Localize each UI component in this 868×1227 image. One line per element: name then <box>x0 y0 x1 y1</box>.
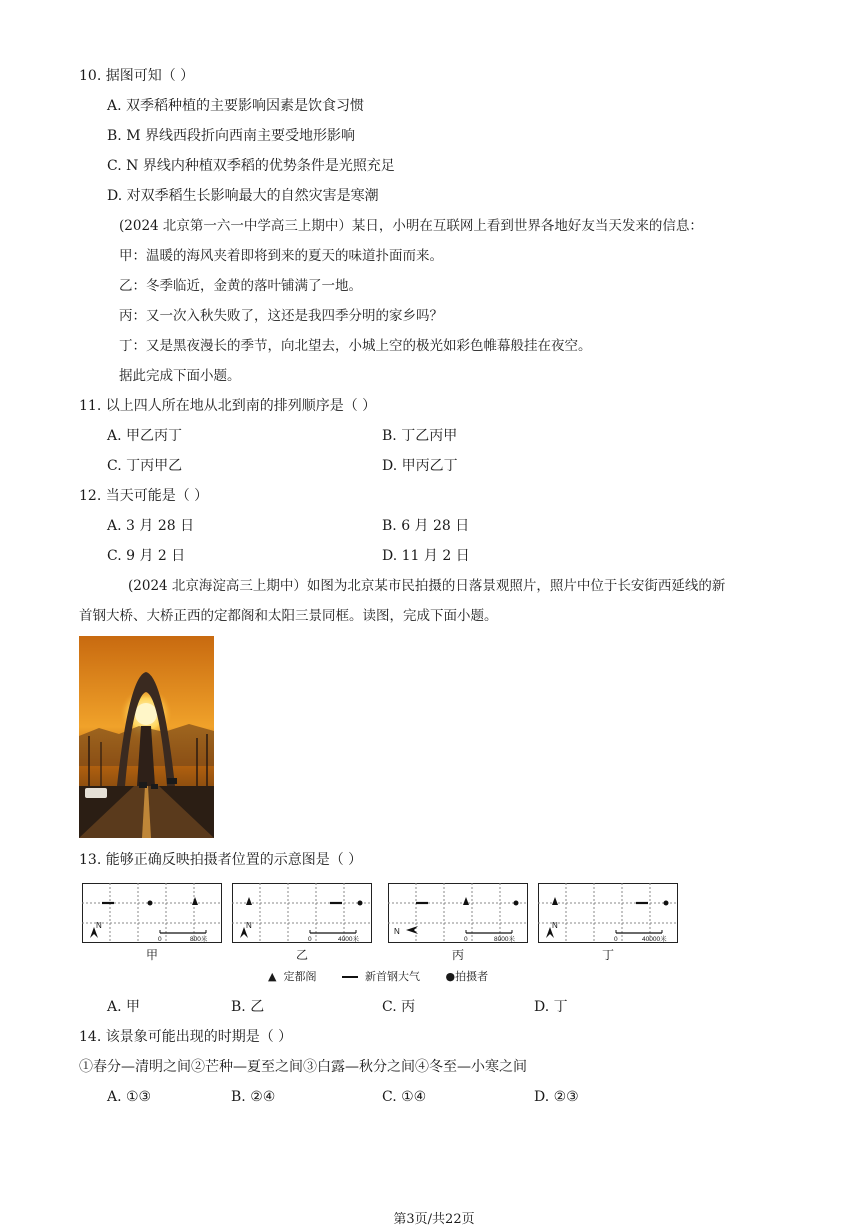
q11-option-a: A. 甲乙丙丁 <box>107 428 183 444</box>
diagram-ding-label: 丁 <box>601 948 614 962</box>
passage2-line1: (2024 北京海淀高三上期中）如图为北京某市民拍摄的日落景观照片，照片中位于长安街西延线的新 <box>128 578 726 594</box>
diagram-ding <box>538 883 678 943</box>
legend-bridge <box>342 970 420 983</box>
q10-option-c: C. N 界线内种植双季稻的优势条件是光照充足 <box>107 158 395 174</box>
q14-stem: 14. 该景象可能出现的时期是（ ） <box>79 1029 293 1045</box>
sunset-bridge-photo <box>79 636 214 838</box>
legend-tower <box>268 970 316 983</box>
diagram-bing-label: 丙 <box>451 948 464 962</box>
q11-stem: 11. 以上四人所在地从北到南的排列顺序是（ ） <box>79 398 377 414</box>
diagram-bing-scale: 8000米 <box>494 936 515 943</box>
legend-photographer <box>445 970 488 983</box>
diagram-yi-scale-zero: 0 <box>308 936 312 943</box>
diagram-jia <box>82 883 222 943</box>
q11-option-d: D. 甲丙乙丁 <box>382 458 458 474</box>
q12-stem: 12. 当天可能是（ ） <box>79 488 209 504</box>
q12-option-b: B. 6 月 28 日 <box>382 518 470 534</box>
q10-option-d: D. 对双季稻生长影响最大的自然灾害是寒潮 <box>107 188 379 204</box>
passage1-instruction: 据此完成下面小题。 <box>119 368 241 384</box>
q14-option-b: B. ②④ <box>231 1089 276 1105</box>
passage2-line2: 首钢大桥、大桥正西的定都阁和太阳三景同框。读图，完成下面小题。 <box>79 608 498 624</box>
q12-option-d: D. 11 月 2 日 <box>382 548 470 564</box>
diagram-ding-scale-zero: 0 <box>614 936 618 943</box>
diagram-ding-scale: 40000米 <box>642 936 667 943</box>
q10-stem: 10. 据图可知（ ） <box>79 68 195 84</box>
diagram-bing <box>388 883 528 943</box>
passage1-line-bing: 丙：又一次入秋失败了，这还是我四季分明的家乡吗？ <box>119 308 443 324</box>
q13-option-a: A. 甲 <box>107 999 141 1015</box>
diagram-legend <box>268 968 510 984</box>
q13-option-b: B. 乙 <box>231 999 265 1015</box>
diagram-bing-scale-zero: 0 <box>464 936 468 943</box>
q14-option-c: C. ①④ <box>382 1089 427 1105</box>
diagram-yi <box>232 883 372 943</box>
passage1-line-yi: 乙：冬季临近，金黄的落叶铺满了一地。 <box>119 278 362 294</box>
page-footer: 第3页/共22页 <box>393 1212 475 1227</box>
diagram-yi-north: N <box>246 921 252 930</box>
legend-tower-label: 定都阁 <box>283 970 317 983</box>
passage1-line-jia: 甲：温暖的海风夹着即将到来的夏天的味道扑面而来。 <box>119 248 443 264</box>
q10-option-b: B. M 界线西段折向西南主要受地形影响 <box>107 128 355 144</box>
diagram-jia-scale: 800米 <box>190 936 208 943</box>
diagram-jia-north: N <box>96 921 102 930</box>
q13-stem: 13. 能够正确反映拍摄者位置的示意图是（ ） <box>79 852 363 868</box>
diagram-jia-label: 甲 <box>145 948 158 962</box>
q10-option-a: A. 双季稻种植的主要影响因素是饮食习惯 <box>107 98 365 114</box>
diagram-yi-label: 乙 <box>295 948 308 962</box>
legend-photographer-label: 拍摄者 <box>455 970 489 983</box>
q12-option-c: C. 9 月 2 日 <box>107 548 186 564</box>
q11-option-b: B. 丁乙丙甲 <box>382 428 458 444</box>
passage1-line-ding: 丁：又是黑夜漫长的季节，向北望去，小城上空的极光如彩色帷幕般挂在夜空。 <box>119 338 592 354</box>
q14-option-d: D. ②③ <box>534 1089 579 1105</box>
q12-option-a: A. 3 月 28 日 <box>107 518 195 534</box>
q13-option-c: C. 丙 <box>382 999 416 1015</box>
diagram-yi-scale: 4000米 <box>338 936 359 943</box>
diagram-ding-north: N <box>552 921 558 930</box>
diagram-bing-north: N <box>394 927 400 936</box>
tower-triangle-icon: ▲ <box>268 970 277 983</box>
legend-bridge-label: 新首钢大气 <box>364 970 420 983</box>
diagram-jia-scale-zero: 0 <box>158 936 162 943</box>
q11-option-c: C. 丁丙甲乙 <box>107 458 183 474</box>
q13-option-d: D. 丁 <box>534 999 568 1015</box>
q14-option-a: A. ①③ <box>107 1089 152 1105</box>
passage1-source: (2024 北京第一六一中学高三上期中）某日，小明在互联网上看到世界各地好友当天发来的信息： <box>119 218 703 234</box>
photographer-dot-icon: ● <box>445 970 456 983</box>
q14-choices: ①春分—清明之间②芒种—夏至之间③白露—秋分之间④冬至—小寒之间 <box>79 1059 527 1075</box>
bridge-line-icon <box>342 976 358 978</box>
